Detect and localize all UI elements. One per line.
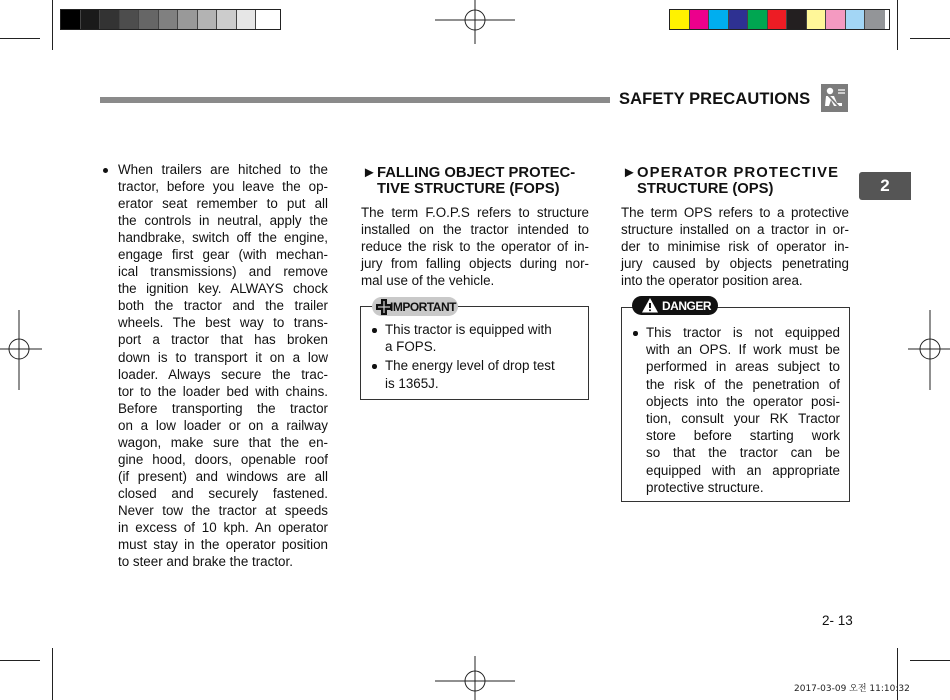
important-notice-box (360, 306, 589, 400)
text-line: the controls in neutral, apply the (118, 213, 328, 229)
gray-swatch (61, 10, 81, 29)
text-line: Never tow the tractor at speeds (118, 502, 328, 518)
arrow-right-icon: ► (362, 165, 377, 181)
text-line: down is to transport it on a low (118, 349, 328, 365)
gray-swatch (81, 10, 101, 29)
ops-description (621, 204, 849, 289)
text-line: wagon, make sure that the en- (118, 434, 328, 450)
bullet-icon (372, 364, 377, 369)
text-line: erator seat remember to put all (118, 196, 328, 212)
list-item (371, 357, 581, 391)
color-swatch (729, 10, 749, 29)
gray-swatch (198, 10, 218, 29)
gray-swatch (100, 10, 120, 29)
gray-swatch (237, 10, 257, 29)
text-line: protective structure. (646, 479, 764, 495)
text-line: tractor, before you leave the op- (118, 179, 328, 195)
important-item-text: is 1365J. (385, 375, 439, 391)
text-line: closed and securely fastened. (118, 485, 328, 501)
text-line: port a tractor that has broken (118, 332, 328, 348)
color-swatch (690, 10, 710, 29)
text-line: the ignition key. ALWAYS chock (118, 281, 328, 297)
warning-triangle-icon (641, 297, 659, 314)
text-line: When trailers are hitched to the (118, 162, 328, 177)
color-swatch (826, 10, 846, 29)
gray-swatch (159, 10, 179, 29)
text-line: on a low loader or on a railway (118, 417, 328, 433)
text-line: tor to the loader bed with chains. (118, 383, 328, 399)
color-swatch (807, 10, 827, 29)
gray-swatch (120, 10, 140, 29)
registration-mark-right-icon (908, 310, 950, 390)
important-badge-label: IMPORTANT (390, 299, 456, 314)
text-line: both the tractor and the trailer (118, 298, 328, 314)
text-line: engage first gear (with mechan- (118, 247, 328, 263)
page-number: 2- 13 (822, 613, 853, 628)
trailer-safety-text (118, 161, 328, 570)
color-swatch (709, 10, 729, 29)
text-line: loader. Always secure the trac- (118, 366, 328, 382)
color-swatch (846, 10, 866, 29)
text-line: in excess of 10 kph. An operator (118, 519, 328, 535)
text-line: must stay in the operator position (118, 537, 328, 553)
gray-swatch (178, 10, 198, 29)
text-line: with an OPS. If work must be (646, 342, 840, 358)
bullet-icon (103, 168, 108, 173)
grayscale-calibration-bar (60, 9, 281, 30)
text-line: (if present) and windows are all (118, 468, 328, 484)
gray-swatch (256, 10, 276, 29)
important-badge (372, 297, 458, 316)
danger-badge (632, 296, 718, 315)
fops-heading-line1: FALLING OBJECT PROTEC- (377, 165, 576, 181)
color-swatch (768, 10, 788, 29)
text-line: The term F.O.P.S refers to structure (361, 205, 589, 220)
text-line: installed on the tractor intended to (361, 222, 589, 237)
color-calibration-bar (669, 9, 890, 30)
trailer-safety-column (102, 161, 328, 570)
color-swatch (865, 10, 885, 29)
text-line: objects into the operator posi- (646, 393, 840, 409)
registration-mark-bottom-icon (435, 656, 515, 700)
registration-mark-left-icon (0, 310, 42, 390)
list-item (371, 321, 581, 355)
registration-mark-top-icon (435, 0, 515, 44)
text-line: into the operator position area. (621, 273, 803, 288)
text-line: reduce the risk to the operator of in- (361, 239, 589, 254)
danger-notice-box (621, 307, 850, 502)
text-line: jury caused by objects penetrating (621, 256, 849, 271)
text-line: ical transmissions) and remove (118, 264, 328, 280)
text-line: jury from falling objects during nor- (361, 256, 589, 271)
text-line: performed in areas subject to (646, 359, 840, 375)
bullet-icon (633, 331, 638, 336)
bullet-icon (372, 328, 377, 333)
text-line: The term OPS refers to a protective (621, 205, 849, 220)
text-line: so that the tractor can be (646, 445, 840, 461)
list-item (632, 324, 840, 496)
page-title: SAFETY PRECAUTIONS (619, 90, 811, 108)
list-item (102, 161, 328, 570)
header-rule (100, 97, 610, 103)
color-swatch (748, 10, 768, 29)
danger-item-text (646, 324, 840, 496)
fops-heading-line2: TIVE STRUCTURE (FOPS) (377, 181, 560, 197)
text-line: This tractor is not equipped (646, 325, 840, 340)
seatbelt-person-icon (821, 84, 848, 112)
chapter-tab: 2 (859, 172, 911, 200)
text-line: handbrake, switch off the engine, (118, 230, 328, 246)
text-line: store before starting work (646, 428, 840, 444)
fops-description (361, 204, 589, 289)
text-line: the risk of the penetration of (646, 376, 840, 392)
important-item-text: a FOPS. (385, 339, 437, 355)
ops-heading-line2: STRUCTURE (OPS) (637, 181, 774, 197)
important-item-text: The energy level of drop test (385, 358, 555, 374)
text-line: mal use of the vehicle. (361, 273, 495, 288)
gray-swatch (217, 10, 237, 29)
danger-badge-label: DANGER (662, 298, 712, 313)
ops-heading-line1: OPERATOR PROTECTIVE (637, 165, 840, 181)
print-timestamp: 2017-03-09 오전 11:10:32 (794, 684, 910, 694)
text-line: tion, consult your RK Tractor (646, 411, 840, 427)
text-line: structure installed on a tractor in or- (621, 222, 849, 237)
text-line: to steer and brake the tractor. (118, 554, 293, 570)
color-swatch (787, 10, 807, 29)
text-line: der to minimise risk of operator in- (621, 239, 849, 254)
color-swatch (670, 10, 690, 29)
text-line: equipped with an appropriate (646, 462, 840, 478)
gray-swatch (139, 10, 159, 29)
text-line: gine hood, doors, openable roof (118, 451, 328, 467)
arrow-right-icon: ► (622, 165, 637, 181)
text-line: Before transporting the tractor (118, 400, 328, 416)
fops-heading (362, 165, 594, 197)
important-item-text: This tractor is equipped with (385, 322, 552, 337)
ops-heading (622, 165, 854, 197)
text-line: wheels. The best way to trans- (118, 315, 328, 331)
